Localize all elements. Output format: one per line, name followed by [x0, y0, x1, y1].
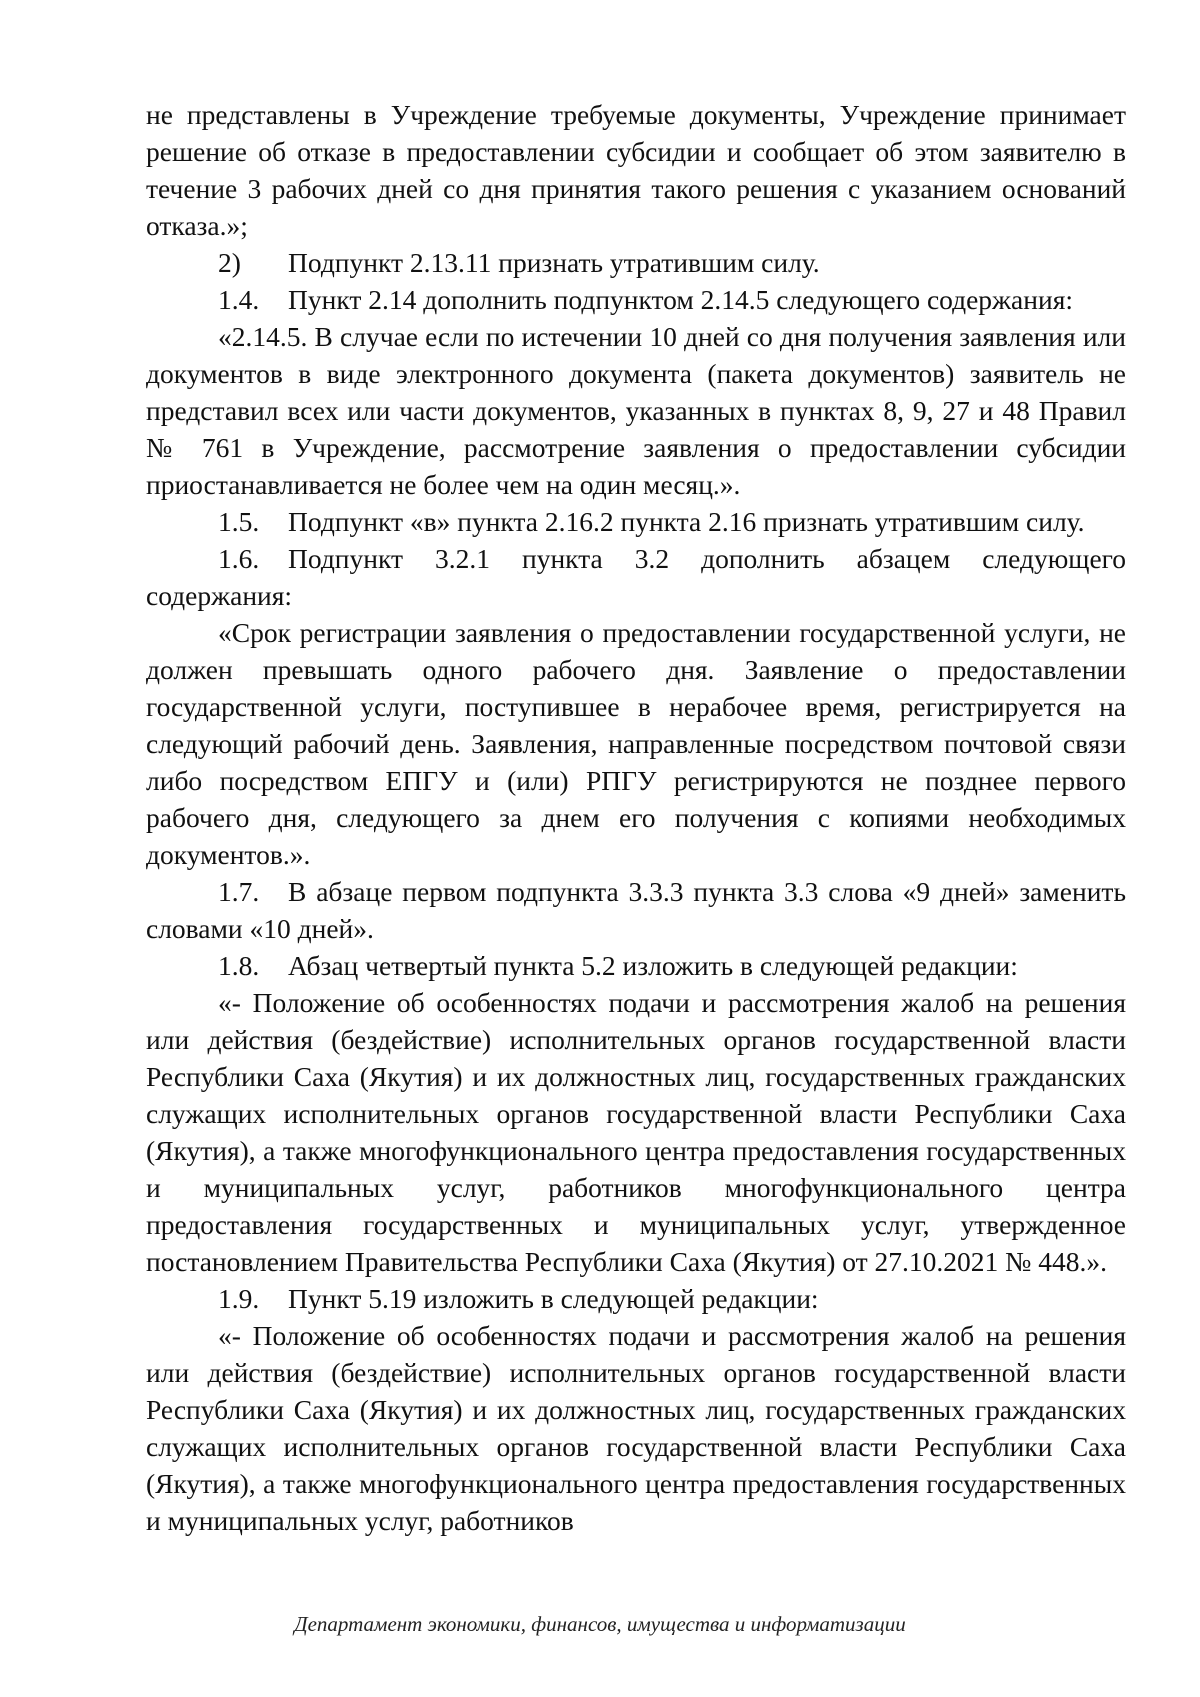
paragraph-item-1-7	[146, 873, 1126, 947]
item-text: Абзац четвертый пункта 5.2 изложить в следующей редакции:	[288, 950, 1018, 981]
paragraph-continuation: не представлены в Учреждение требуемые документы, Учреждение принимает решение об отказе в предоставлении субсидии и сообщает об этом заявителю в течение 3 рабочих дней со дня принятия такого решения с указанием оснований отказа.»;	[146, 99, 1126, 241]
paragraph-item-1-5	[146, 503, 1126, 540]
item-text: Пункт 2.14 дополнить подпунктом 2.14.5 следующего содержания:	[288, 284, 1073, 315]
paragraph-quote-5-19: «- Положение об особенностях подачи и рассмотрения жалоб на решения или действия (бездействие) исполнительных органов государственной власти Республики Саха (Якутия) и их должностных лиц, государственных гражданских служащих исполнительных органов государственной власти Республики Саха (Якутия), а также многофункционального центра предоставления государственных и муниципальных услуг, работников	[146, 1320, 1126, 1536]
paragraph-quote-5-2: «- Положение об особенностях подачи и рассмотрения жалоб на решения или действия (бездействие) исполнительных органов государственной власти Республики Саха (Якутия) и их должностных лиц, государственных гражданских служащих исполнительных органов государственной власти Республики Саха (Якутия), а также многофункционального центра предоставления государственных и муниципальных услуг, работников многофункционального центра предоставления государственных и муниципальных услуг, утвержденное постановлением Правительства Республики Саха (Якутия) от 27.10.2021 № 448.».	[146, 987, 1126, 1277]
paragraph-item-2	[146, 244, 1126, 281]
item-number: 1.8.	[218, 950, 260, 981]
item-text: Пункт 5.19 изложить в следующей редакции:	[288, 1283, 819, 1314]
item-number: 1.4.	[218, 284, 260, 315]
item-number: 1.9.	[218, 1283, 260, 1314]
item-number: 1.6.	[218, 543, 260, 574]
paragraph-quote-2-14-5: «2.14.5. В случае если по истечении 10 дней со дня получения заявления или документов в виде электронного документа (пакета документов) заявитель не представил всех или части документов, указанных в пунктах 8, 9, 27 и 48 Правил № 761 в Учреждение, рассмотрение заявления о предоставлении субсидии приостанавливается не более чем на один месяц.».	[146, 321, 1126, 500]
document-body	[146, 96, 1126, 1539]
item-text: В абзаце первом подпункта 3.3.3 пункта 3.3 слова «9 дней» заменить словами «10 дней».	[146, 876, 1126, 944]
paragraph-item-1-9	[146, 1280, 1126, 1317]
page-footer: Департамент экономики, финансов, имущества и информатизации	[294, 1612, 906, 1636]
item-text: Подпункт 3.2.1 пункта 3.2 дополнить абзацем следующего содержания:	[146, 543, 1126, 611]
item-text: Подпункт «в» пункта 2.16.2 пункта 2.16 признать утратившим силу.	[288, 506, 1085, 537]
item-number: 1.7.	[218, 876, 260, 907]
item-text: Подпункт 2.13.11 признать утратившим силу.	[288, 247, 820, 278]
paragraph-item-1-8	[146, 947, 1126, 984]
item-number: 1.5.	[218, 506, 260, 537]
paragraph-item-1-4	[146, 281, 1126, 318]
paragraph-item-1-6	[146, 540, 1126, 614]
item-number: 2)	[218, 247, 241, 278]
paragraph-quote-registration: «Срок регистрации заявления о предоставлении государственной услуги, не должен превышать одного рабочего дня. Заявление о предоставлении государственной услуги, поступившее в нерабочее время, регистрируется на следующий рабочий день. Заявления, направленные посредством почтовой связи либо посредством ЕПГУ и (или) РПГУ регистрируются не позднее первого рабочего дня, следующего за днем его получения с копиями необходимых документов.».	[146, 617, 1126, 870]
